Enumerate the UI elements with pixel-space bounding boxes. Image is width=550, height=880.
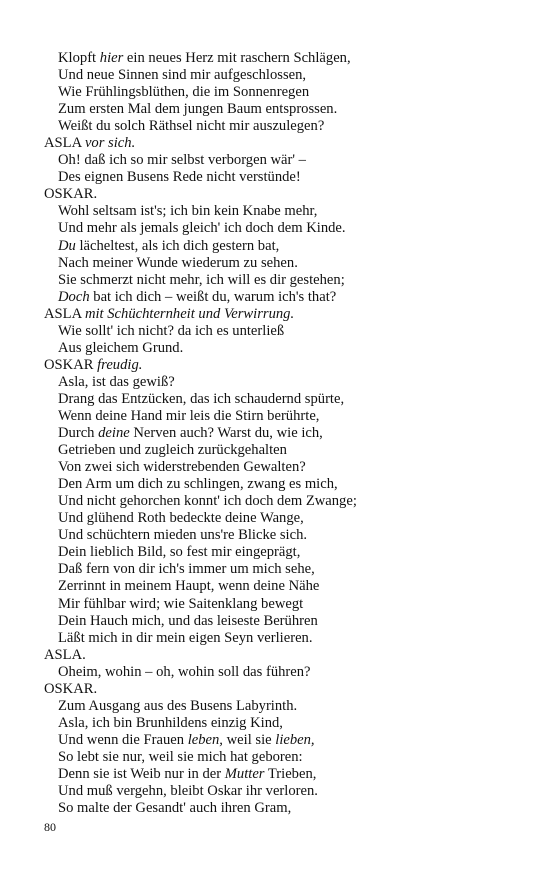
italic-text: mit Schüchternheit und Verwirrung. — [84, 305, 295, 322]
verse-line — [44, 715, 524, 732]
text-segment: bat ich dich – weißt du, warum ich's that? — [89, 288, 337, 305]
italic-text: deine — [98, 425, 130, 442]
verse-line — [44, 101, 524, 118]
text-segment: lächeltest, als ich dich gestern bat, — [75, 237, 280, 254]
verse-line — [44, 800, 524, 817]
text-segment: Zerrinnt in meinem Haupt, wenn deine Nähe — [58, 578, 320, 595]
text-segment: ASLA. — [44, 646, 86, 663]
text-segment: Und nicht gehorchen konnt' ich doch dem Zwange; — [58, 493, 357, 510]
verse-line — [44, 374, 524, 391]
text-segment: Trieben, — [264, 765, 317, 782]
verse-line — [44, 664, 524, 681]
verse-line — [44, 118, 524, 135]
text-segment: Und wenn die Frauen — [58, 731, 188, 748]
text-segment: weil sie — [222, 731, 276, 748]
text-segment: OSKAR — [44, 356, 98, 373]
verse-line — [44, 391, 524, 408]
text-segment: Mir fühlbar wird; wie Saitenklang bewegt — [58, 595, 304, 612]
verse-line — [44, 749, 524, 766]
verse-line — [44, 630, 524, 647]
verse-line — [44, 510, 524, 527]
text-segment: Aus gleichem Grund. — [58, 339, 184, 356]
text-segment: ein neues Herz mit raschern Schlägen, — [123, 50, 351, 66]
verse-line — [44, 561, 524, 578]
verse-line — [44, 732, 524, 749]
text-segment: Sie schmerzt nicht mehr, ich will es dir gestehen; — [58, 271, 345, 288]
text-segment: Und glühend Roth bedeckte deine Wange, — [58, 510, 304, 527]
verse-line — [44, 50, 524, 67]
verse-line — [44, 698, 524, 715]
verse-line — [44, 442, 524, 459]
verse-line — [44, 84, 524, 101]
text-segment: Wohl seltsam ist's; ich bin kein Knabe mehr, — [58, 203, 318, 220]
verse-line — [44, 169, 524, 186]
verse-line — [44, 766, 524, 783]
verse-line — [44, 613, 524, 630]
text-segment: Klopft — [58, 50, 100, 66]
text-segment: Wie Frühlingsblüthen, die im Sonnenregen — [58, 84, 310, 101]
page-number: 80 — [44, 820, 56, 834]
verse-line — [44, 67, 524, 84]
speaker-line — [44, 135, 524, 152]
text-segment: Getrieben und zugleich zurückgehalten — [58, 442, 287, 459]
text-segment: OSKAR. — [44, 186, 98, 203]
verse-line — [44, 152, 524, 169]
text-segment: Oh! daß ich so mir selbst verborgen wär' – — [58, 152, 306, 169]
italic-text: Mutter — [224, 765, 265, 782]
italic-text: leben, — [187, 731, 223, 748]
verse-line — [44, 203, 524, 220]
text-segment: Zum Ausgang aus des Busens Labyrinth. — [58, 697, 298, 714]
page-text — [44, 50, 524, 817]
italic-text: hier — [99, 50, 124, 66]
verse-line — [44, 783, 524, 800]
text-segment: Wie sollt' ich nicht? da ich es unterließ — [58, 322, 285, 339]
text-segment: Denn sie ist Weib nur in der — [58, 765, 225, 782]
text-segment: OSKAR. — [44, 680, 98, 697]
verse-line — [44, 596, 524, 613]
text-segment: Den Arm um dich zu schlingen, zwang es mich, — [58, 476, 338, 493]
text-segment: Des eignen Busens Rede nicht verstünde! — [58, 169, 301, 186]
text-segment: Dein Hauch mich, und das leiseste Berühren — [58, 612, 318, 629]
speaker-line — [44, 186, 524, 203]
italic-text: lieben, — [275, 731, 315, 748]
verse-line — [44, 323, 524, 340]
text-segment: So malte der Gesandt' auch ihren Gram, — [58, 800, 292, 817]
speaker-line — [44, 647, 524, 664]
verse-line — [44, 220, 524, 237]
text-segment: Nerven auch? Warst du, wie ich, — [129, 425, 323, 442]
verse-line — [44, 476, 524, 493]
verse-line — [44, 340, 524, 357]
text-segment: Asla, ich bin Brunhildens einzig Kind, — [58, 714, 283, 731]
text-segment: Drang das Entzücken, das ich schaudernd spürte, — [58, 390, 345, 407]
verse-line — [44, 578, 524, 595]
italic-text: Doch — [58, 288, 90, 305]
italic-text: freudig. — [97, 356, 143, 373]
text-segment: Nach meiner Wunde wiederum zu sehen. — [58, 254, 298, 271]
verse-line — [44, 544, 524, 561]
text-segment: Und mehr als jemals gleich' ich doch dem Kinde. — [58, 220, 346, 237]
text-segment: Und muß vergehn, bleibt Oskar ihr verloren. — [58, 783, 318, 800]
text-segment: Durch — [58, 425, 99, 442]
text-segment: Wenn deine Hand mir leis die Stirn berührte, — [58, 407, 320, 424]
text-segment: Dein lieblich Bild, so fest mir eingeprägt, — [58, 544, 301, 561]
text-segment: Asla, ist das gewiß? — [58, 373, 175, 390]
verse-line — [44, 255, 524, 272]
verse-line — [44, 459, 524, 476]
speaker-line — [44, 357, 524, 374]
verse-line — [44, 425, 524, 442]
text-segment: Von zwei sich widerstrebenden Gewalten? — [58, 459, 306, 476]
text-segment: Zum ersten Mal dem jungen Baum entsprossen. — [58, 101, 338, 118]
text-segment: Und neue Sinnen sind mir aufgeschlossen, — [58, 67, 307, 84]
verse-line — [44, 289, 524, 306]
verse-line — [44, 238, 524, 255]
speaker-line — [44, 306, 524, 323]
verse-line — [44, 527, 524, 544]
text-segment: Läßt mich in dir mein eigen Seyn verlieren. — [58, 629, 313, 646]
text-segment: Und schüchtern mieden uns're Blicke sich. — [58, 527, 308, 544]
italic-text: vor sich. — [84, 135, 136, 152]
italic-text: Du — [58, 237, 76, 254]
text-segment: Daß fern von dir ich's immer um mich sehe, — [58, 561, 315, 578]
text-segment: ASLA — [44, 305, 85, 322]
text-segment: Oheim, wohin – oh, wohin soll das führen? — [58, 663, 311, 680]
verse-line — [44, 272, 524, 289]
verse-line — [44, 493, 524, 510]
text-segment: Weißt du solch Räthsel nicht mir auszulegen? — [58, 118, 325, 135]
text-segment: So lebt sie nur, weil sie mich hat geboren: — [58, 748, 303, 765]
verse-line — [44, 408, 524, 425]
speaker-line — [44, 681, 524, 698]
text-segment: ASLA — [44, 135, 85, 152]
